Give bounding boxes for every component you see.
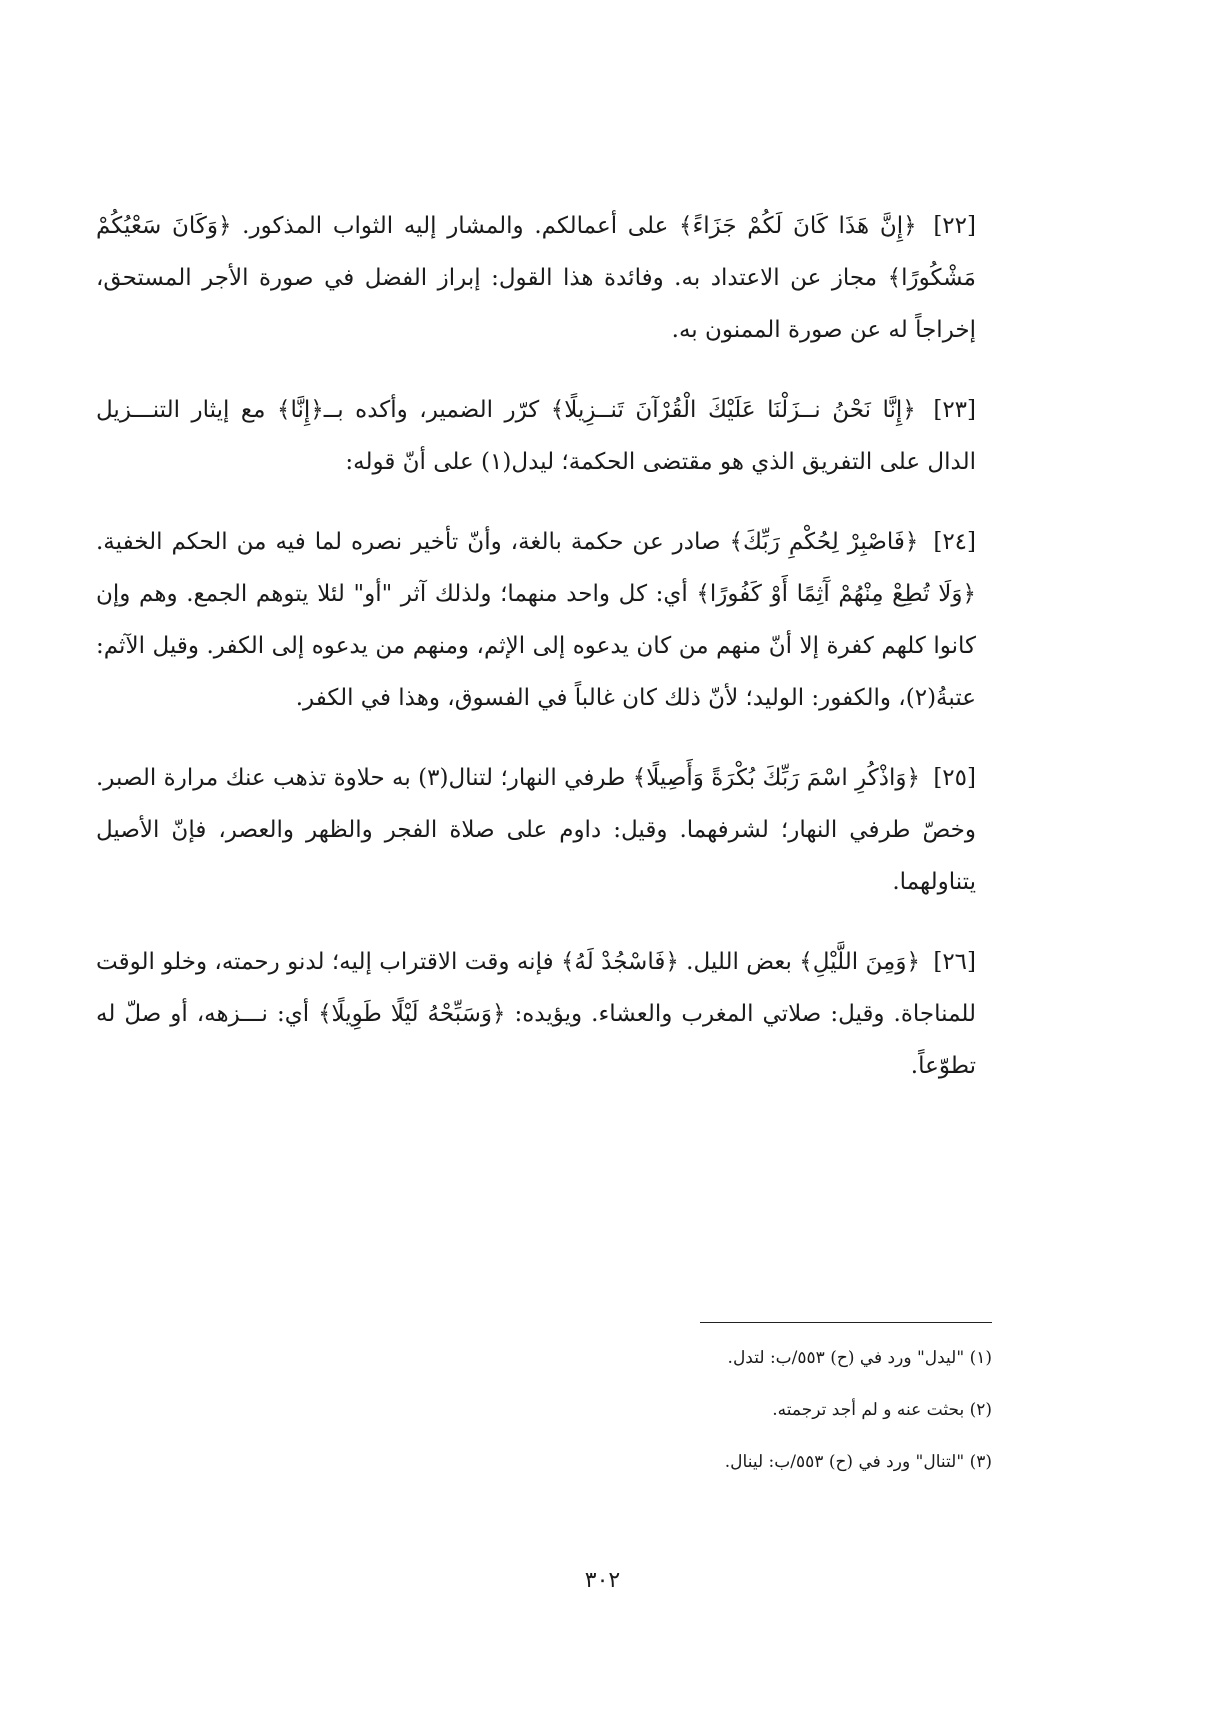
verse-number: [٢٢] (933, 213, 976, 239)
verse-number: [٢٣] (933, 397, 977, 423)
footnote-3: (٣) "لتنال" ورد في (ح) ٥٥٣/ب: لينال. (724, 1452, 992, 1472)
paragraph-26 (96, 936, 976, 1092)
verse-number: [٢٦] (933, 949, 977, 975)
paragraph-text: ﴿وَمِنَ اللَّيْلِ﴾ بعض الليل. ﴿فَاسْجُدْ لَهُ﴾ فإنه وقت الاقتراب إليه؛ لدنو رحمته، وخلو الوقت للمناجاة. وقيل: صلاتي المغرب والعشاء. ويؤيده: ﴿وَسَبِّحْهُ لَيْلًا طَوِيلًا﴾ أي: نـــزهه، أو صلّ له تطوّعاً. (96, 949, 976, 1079)
paragraph-text: ﴿إِنَّ هَذَا كَانَ لَكُمْ جَزَاءً﴾ على أعمالكم. والمشار إليه الثواب المذكور. ﴿وَكَانَ سَعْيُكُمْ مَشْكُورًا﴾ مجاز عن الاعتداد به. وفائدة هذا القول: إبراز الفضل في صورة الأجر المستحق، إخراجاً له عن صورة الممنون به. (96, 213, 976, 343)
footnote-2: (٢) بحثت عنه و لم أجد ترجمته. (772, 1400, 992, 1420)
verse-number: [٢٤] (933, 529, 977, 555)
footnotes (96, 1336, 992, 1492)
paragraph-text: ﴿إِنَّا نَحْنُ نــزَلْنَا عَلَيْكَ الْقُرْآنَ تَنــزِيلًا﴾ كرّر الضمير، وأكده بــ﴿إِنَّا﴾ مع إيثار التنـــزيل الدال على التفريق الذي هو مقتضى الحكمة؛ ليدل(١) على أنّ قوله: (96, 397, 976, 475)
footnote-divider (700, 1322, 992, 1323)
paragraph-22 (96, 200, 976, 356)
paragraph-25 (96, 752, 976, 908)
verse-number: [٢٥] (933, 765, 976, 791)
footnote-1: (١) "ليدل" ورد في (ح) ٥٥٣/ب: لتدل. (727, 1348, 992, 1368)
paragraph-text: ﴿وَاذْكُرِ اسْمَ رَبِّكَ بُكْرَةً وَأَصِيلًا﴾ طرفي النهار؛ لتنال(٣) به حلاوة تذهب عنك مرارة الصبر. وخصّ طرفي النهار؛ لشرفهما. وقيل: داوم على صلاة الفجر والظهر والعصر، فإنّ الأصيل يتناولهما. (96, 765, 976, 895)
paragraph-24 (96, 516, 976, 724)
paragraph-23 (96, 384, 976, 488)
main-text (96, 200, 976, 1120)
page-number: ٣٠٢ (584, 1568, 621, 1593)
paragraph-text: ﴿فَاصْبِرْ لِحُكْمِ رَبِّكَ﴾ صادر عن حكمة بالغة، وأنّ تأخير نصره لما فيه من الحكم الخفية. ﴿وَلَا تُطِعْ مِنْهُمْ آَثِمًا أَوْ كَفُورًا﴾ أي: كل واحد منهما؛ ولذلك آثر "أو" لئلا يتوهم الجمع. وهم وإن كانوا كلهم كفرة إلا أنّ منهم من كان يدعوه إلى الإثم، ومنهم من يدعوه إلى الكفر. وقيل الآثم: عتبةُ(٢)، والكفور: الوليد؛ لأنّ ذلك كان غالباً في الفسوق، وهذا في الكفر. (96, 529, 976, 711)
